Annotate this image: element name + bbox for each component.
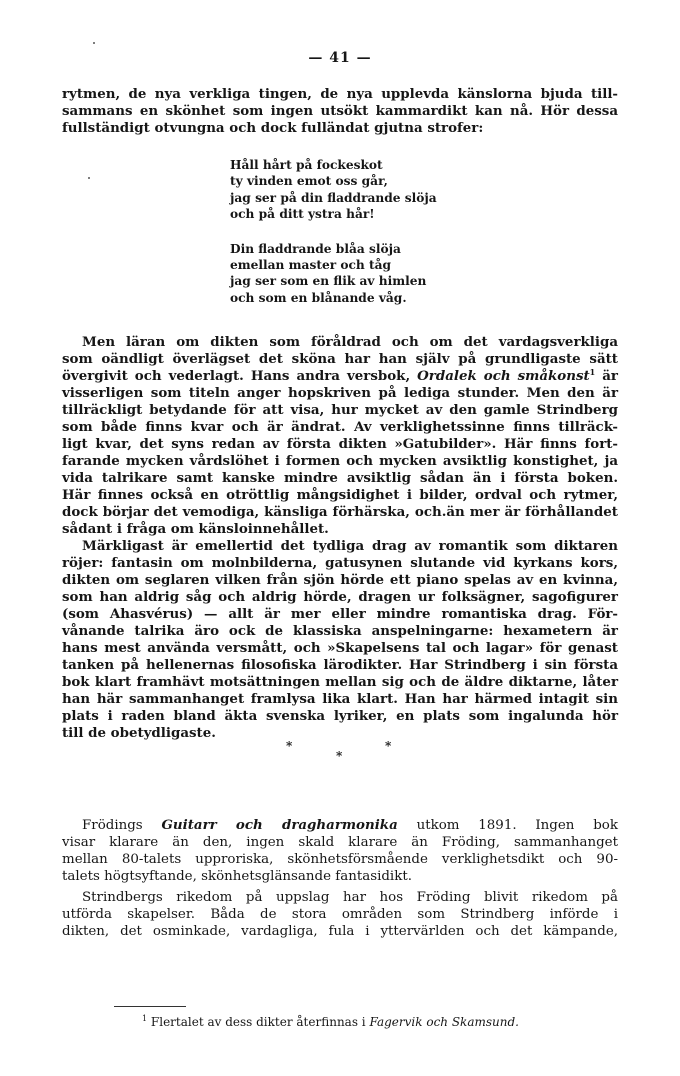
poem [230, 157, 530, 306]
text-line: Strindbergs rikedom på uppslag har hos Fröding blivit rikedom på [82, 890, 618, 905]
text-line: tanken på hellenernas filosofiska lärodikter. Har Strindberg i sin första [62, 657, 618, 673]
text-line: hans mest använda versmått, och »Skapelsens tal och lagar» för genast [62, 640, 618, 656]
poem-line: och som en blånande våg. [230, 290, 407, 305]
text-line: visar klarare än den, ingen skald klarare än Fröding, sammanhanget [62, 835, 618, 850]
text-line: Märkligast är emellertid det tydliga drag av romantik som diktaren [82, 538, 618, 554]
text-line [62, 368, 618, 385]
text-line: visserligen som titeln anger hopskriven på lediga stunder. Men den är [62, 385, 618, 401]
footnote-mark: 1 [142, 1014, 148, 1023]
text-line: vånande talrika äro ock de klassiska anspelningarne: hexametern är [62, 623, 618, 639]
separator-asterisk: * [336, 749, 343, 763]
poem-line: Din fladdrande blåa slöja [230, 241, 401, 256]
text-line: han här sammanhanget framlysa lika klart. Han har härmed intagit sin [62, 691, 618, 707]
text-line: dikten om seglaren vilken från sjön hörde ett piano spelas av en kvinna, [62, 572, 618, 588]
section-separator [62, 739, 618, 769]
text-line [62, 817, 618, 834]
text-line: röjer: fantasin om molnbilderna, gatusynen slutande vid kyrkans kors, [62, 555, 618, 571]
text-line: vida talrikare samt kanske mindre avsiktlig sådan än i första boken. [62, 470, 618, 486]
book-title: Ordalek och småkonst [417, 368, 590, 384]
text-line: rytmen, de nya verkliga tingen, de nya upplevda känslorna bjuda till- [62, 86, 618, 102]
text-segment: utkom 1891. Ingen bok [397, 818, 618, 833]
text-line: som oändligt överlägset det sköna har han själv på grundligaste sätt [62, 351, 618, 367]
footnote [142, 1015, 519, 1029]
text-line: som både finns kvar och är ändrat. Av verklighetssinne finns tillräck- [62, 419, 618, 435]
text-line: (som Ahasvérus) — allt är mer eller mindre romantiska drag. För- [62, 606, 618, 622]
separator-asterisk: * [385, 739, 392, 753]
speck [93, 42, 95, 44]
poem-stanza-2 [230, 241, 530, 307]
poem-line: ty vinden emot oss går, [230, 174, 388, 189]
paragraph-3 [62, 538, 618, 742]
text-line: fullständigt otvungna och dock fulländat gjutna strofer: [62, 120, 484, 136]
poem-line: emellan master och tåg [230, 257, 392, 272]
footnote-divider [114, 1006, 186, 1007]
text-line: utförda skapelser. Båda de stora områden som Strindberg införde i [62, 907, 618, 922]
text-line: sådant i fråga om känsloinnehållet. [62, 521, 329, 537]
text-line: farande mycken vårdslöhet i formen och mycken avsiktlig konstighet, ja [62, 453, 618, 469]
paragraph-5 [62, 889, 618, 940]
footnote-ref: 1 [589, 367, 596, 377]
poem-line: och på ditt ystra hår! [230, 207, 375, 222]
text-line: sammans en skönhet som ingen utsökt kammardikt kan nå. Hör dessa [62, 103, 618, 119]
poem-line: jag ser som en flik av himlen [230, 274, 427, 289]
text-segment: är [595, 368, 618, 384]
page-number: — 41 — [308, 50, 372, 66]
poem-line: jag ser på din fladdrande slöja [230, 190, 437, 205]
text-line: dock börjar det vemodiga, känsliga förhärska, och.än mer är förhållandet [62, 504, 618, 520]
paragraph-4 [62, 817, 618, 885]
text-line: plats i raden bland äkta svenska lyriker, en plats som ingalunda hör [62, 708, 618, 724]
text-line: till de obetydligaste. [62, 725, 216, 741]
text-line: Men läran om dikten som föråldrad och om det vardagsverkliga [82, 334, 618, 350]
text-segment: Frödings [82, 818, 162, 833]
paragraph-1 [62, 86, 618, 137]
paragraph-2 [62, 334, 618, 538]
text-line: Här finnes också en otröttlig mångsidighet i bilder, ordval och rytmer, [62, 487, 618, 503]
book-title: Guitarr och dragharmonika [161, 817, 398, 833]
poem-line: Håll hårt på fockeskot [230, 158, 383, 172]
text-line: bok klart framhävt motsättningen mellan sig och de äldre diktarne, låter [62, 674, 618, 690]
speck [88, 177, 90, 179]
text-line: mellan 80-talets upproriska, skönhetsförsmående verklighetsdikt och 90- [62, 852, 618, 867]
text-line: dikten, det osminkade, vardagliga, fula i yttervärlden och det kämpande, [62, 924, 618, 939]
text-line: tillräckligt betydande för att visa, hur mycket av den gamle Strindberg [62, 402, 618, 418]
footnote-title: Fagervik och Skamsund. [369, 1015, 519, 1029]
text-line: ligt kvar, det syns redan av första dikten »Gatubilder». Här finns fort- [62, 436, 618, 452]
text-line: som han aldrig såg och aldrig hörde, dragen ur folksägner, sagofigurer [62, 589, 618, 605]
poem-stanza-1 [230, 157, 530, 223]
text-line: talets högtsyftande, skönhetsglänsande fantasidikt. [62, 869, 412, 884]
text-segment: övergivit och vederlagt. Hans andra versbok, [62, 368, 418, 384]
separator-asterisk: * [286, 739, 293, 753]
footnote-text: Flertalet av dess dikter återfinnas i [147, 1015, 370, 1029]
